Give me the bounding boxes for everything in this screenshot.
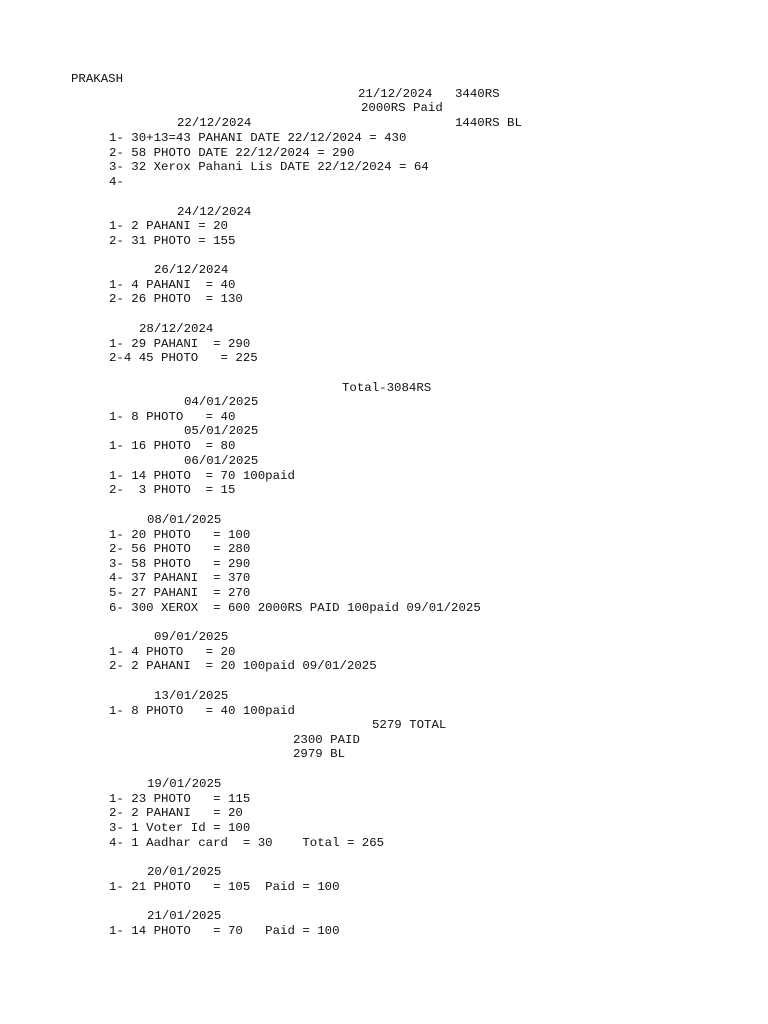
date-heading: 26/12/2024 (154, 263, 229, 277)
date-heading: 28/12/2024 (139, 322, 214, 336)
entry-line: 2-4 45 PHOTO = 225 (109, 351, 258, 365)
date-heading: 22/12/2024 (177, 116, 252, 130)
header-balance: 1440RS BL (455, 116, 522, 130)
date-heading: 19/01/2025 (147, 777, 222, 791)
running-total: Total-3084RS (342, 381, 432, 395)
entry-line: 1- 16 PHOTO = 80 (109, 439, 236, 453)
header-paid: 2000RS Paid (361, 101, 443, 115)
date-heading: 04/01/2025 (184, 395, 259, 409)
customer-name: PRAKASH (71, 72, 124, 86)
entry-line: 1- 14 PHOTO = 70 Paid = 100 (109, 924, 340, 938)
entry-line: 1- 29 PAHANI = 290 (109, 337, 251, 351)
entry-line: 2- 26 PHOTO = 130 (109, 292, 243, 306)
entry-line: 1- 21 PHOTO = 105 Paid = 100 (109, 880, 340, 894)
date-heading: 20/01/2025 (147, 865, 222, 879)
entry-line: 5- 27 PAHANI = 270 (109, 586, 251, 600)
entry-line: 2- 31 PHOTO = 155 (109, 234, 236, 248)
entry-line: 2- 56 PHOTO = 280 (109, 542, 251, 556)
entry-line: 2- 2 PAHANI = 20 (109, 806, 243, 820)
date-heading: 13/01/2025 (154, 689, 229, 703)
entry-line: 6- 300 XEROX = 600 2000RS PAID 100paid 09/01/2025 (109, 601, 481, 615)
summary-balance: 2979 BL (293, 747, 346, 761)
header-date: 21/12/2024 (358, 87, 433, 101)
entry-line: 4- (109, 175, 124, 189)
entry-line: 1- 4 PAHANI = 40 (109, 278, 236, 292)
entry-line: 1- 23 PHOTO = 115 (109, 792, 251, 806)
entry-line: 1- 30+13=43 PAHANI DATE 22/12/2024 = 430 (109, 131, 407, 145)
entry-line: 1- 20 PHOTO = 100 (109, 528, 251, 542)
entry-line: 4- 1 Aadhar card = 30 Total = 265 (109, 836, 385, 850)
date-heading: 05/01/2025 (184, 424, 259, 438)
entry-line: 3- 58 PHOTO = 290 (109, 557, 251, 571)
entry-line: 1- 8 PHOTO = 40 (109, 410, 236, 424)
header-amount: 3440RS (455, 87, 500, 101)
entry-line: 3- 1 Voter Id = 100 (109, 821, 251, 835)
date-heading: 21/01/2025 (147, 909, 222, 923)
date-heading: 08/01/2025 (147, 513, 222, 527)
entry-line: 2- 3 PHOTO = 15 (109, 483, 236, 497)
summary-paid: 2300 PAID (293, 733, 360, 747)
entry-line: 1- 14 PHOTO = 70 100paid (109, 469, 295, 483)
entry-line: 1- 4 PHOTO = 20 (109, 645, 236, 659)
entry-line: 1- 2 PAHANI = 20 (109, 219, 228, 233)
date-heading: 06/01/2025 (184, 454, 259, 468)
entry-line: 3- 32 Xerox Pahani Lis DATE 22/12/2024 = 64 (109, 160, 429, 174)
date-heading: 09/01/2025 (154, 630, 229, 644)
entry-line: 1- 8 PHOTO = 40 100paid (109, 704, 295, 718)
entry-line: 4- 37 PAHANI = 370 (109, 571, 251, 585)
entry-line: 2- 2 PAHANI = 20 100paid 09/01/2025 (109, 659, 377, 673)
date-heading: 24/12/2024 (177, 205, 252, 219)
summary-total: 5279 TOTAL (372, 718, 447, 732)
entry-line: 2- 58 PHOTO DATE 22/12/2024 = 290 (109, 146, 355, 160)
